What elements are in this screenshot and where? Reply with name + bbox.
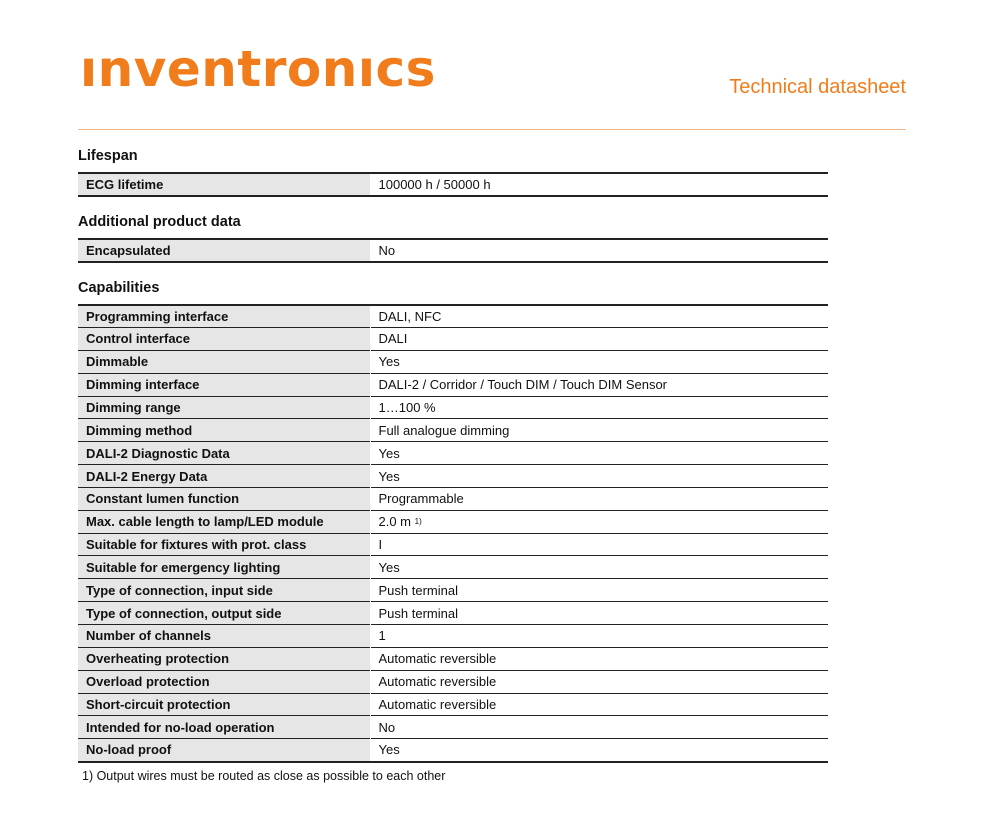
spec-value-text: 2.0 m <box>378 514 412 530</box>
spec-label: DALI-2 Energy Data <box>78 465 370 488</box>
spec-value-text: Push terminal <box>378 605 458 621</box>
spec-row <box>78 510 828 533</box>
spec-value-text: Push terminal <box>378 582 458 598</box>
spec-table-additional <box>78 238 828 263</box>
spec-row <box>78 373 828 396</box>
spec-label: Overheating protection <box>78 647 370 670</box>
spec-label: Dimming method <box>78 419 370 442</box>
spec-value-text: Automatic reversible <box>378 674 497 690</box>
spec-row <box>78 533 828 556</box>
brand-logo: ınventronıcs <box>80 40 436 98</box>
spec-row <box>78 328 828 351</box>
spec-value-text: DALI, NFC <box>378 308 442 324</box>
spec-value <box>370 670 828 693</box>
section-lifespan <box>78 138 828 197</box>
spec-row <box>78 647 828 670</box>
spec-value-text: I <box>378 537 383 553</box>
spec-value <box>370 556 828 579</box>
spec-value-text: DALI <box>378 331 408 347</box>
spec-label: Dimmable <box>78 350 370 373</box>
spec-value <box>370 602 828 625</box>
spec-value <box>370 350 828 373</box>
spec-value-text: No <box>378 242 396 258</box>
spec-value <box>370 739 828 762</box>
spec-value <box>370 533 828 556</box>
spec-value-text: Automatic reversible <box>378 651 497 667</box>
spec-label: Short-circuit protection <box>78 693 370 716</box>
spec-value <box>370 625 828 648</box>
spec-label: DALI-2 Diagnostic Data <box>78 442 370 465</box>
spec-row <box>78 419 828 442</box>
spec-label: Dimming range <box>78 396 370 419</box>
spec-value <box>370 442 828 465</box>
spec-value <box>370 239 828 262</box>
spec-value <box>370 173 828 196</box>
spec-row <box>78 396 828 419</box>
spec-value-text: 100000 h / 50000 h <box>378 176 491 192</box>
spec-row <box>78 239 828 262</box>
spec-value-text: 1…100 % <box>378 399 436 415</box>
spec-label: Intended for no-load operation <box>78 716 370 739</box>
spec-value <box>370 328 828 351</box>
spec-row <box>78 602 828 625</box>
spec-value-text: Yes <box>378 445 400 461</box>
spec-label: Dimming interface <box>78 373 370 396</box>
spec-label: Control interface <box>78 328 370 351</box>
spec-label: Programming interface <box>78 305 370 328</box>
spec-row <box>78 442 828 465</box>
spec-label: Max. cable length to lamp/LED module <box>78 510 370 533</box>
spec-row <box>78 556 828 579</box>
spec-label: Type of connection, input side <box>78 579 370 602</box>
spec-value <box>370 579 828 602</box>
spec-row <box>78 487 828 510</box>
spec-value-text: No <box>378 719 396 735</box>
spec-table-capabilities <box>78 304 828 763</box>
spec-label: Number of channels <box>78 625 370 648</box>
spec-label: ECG lifetime <box>78 173 370 196</box>
spec-value-text: Programmable <box>378 491 464 507</box>
spec-row <box>78 465 828 488</box>
spec-value <box>370 465 828 488</box>
header-divider <box>78 129 906 130</box>
spec-label: Constant lumen function <box>78 487 370 510</box>
spec-row <box>78 305 828 328</box>
spec-row <box>78 716 828 739</box>
spec-label: Overload protection <box>78 670 370 693</box>
spec-row <box>78 625 828 648</box>
spec-row <box>78 173 828 196</box>
spec-value-text: Yes <box>378 468 400 484</box>
spec-value <box>370 510 828 533</box>
spec-row <box>78 670 828 693</box>
spec-row <box>78 739 828 762</box>
spec-value <box>370 396 828 419</box>
spec-value <box>370 305 828 328</box>
section-title-capabilities: Capabilities <box>78 279 160 296</box>
spec-value-text: Yes <box>378 742 400 758</box>
section-title-additional-product-data: Additional product data <box>78 213 241 230</box>
spec-value-text: Yes <box>378 559 400 575</box>
spec-value-text: Yes <box>378 354 400 370</box>
spec-value <box>370 419 828 442</box>
spec-value-text: DALI-2 / Corridor / Touch DIM / Touch DIM Sensor <box>378 377 668 393</box>
document-type-label: Technical datasheet <box>729 76 906 98</box>
spec-label: Type of connection, output side <box>78 602 370 625</box>
spec-value-text: 1 <box>378 628 386 644</box>
datasheet-content <box>78 138 828 783</box>
spec-table-lifespan <box>78 172 828 197</box>
spec-value <box>370 716 828 739</box>
spec-value-text: Full analogue dimming <box>378 422 510 438</box>
footnote: 1) Output wires must be routed as close as possible to each other <box>82 768 446 783</box>
spec-label: Suitable for emergency lighting <box>78 556 370 579</box>
spec-value <box>370 693 828 716</box>
spec-value <box>370 647 828 670</box>
footnote-reference: 1) <box>414 517 422 527</box>
spec-row <box>78 350 828 373</box>
section-capabilities <box>78 270 828 763</box>
spec-value <box>370 487 828 510</box>
section-title-lifespan: Lifespan <box>78 148 138 164</box>
spec-label: No-load proof <box>78 739 370 762</box>
spec-row <box>78 693 828 716</box>
spec-row <box>78 579 828 602</box>
spec-label: Suitable for fixtures with prot. class <box>78 533 370 556</box>
spec-value-text: Automatic reversible <box>378 696 497 712</box>
section-additional-product-data <box>78 204 828 263</box>
spec-label: Encapsulated <box>78 239 370 262</box>
spec-value <box>370 373 828 396</box>
